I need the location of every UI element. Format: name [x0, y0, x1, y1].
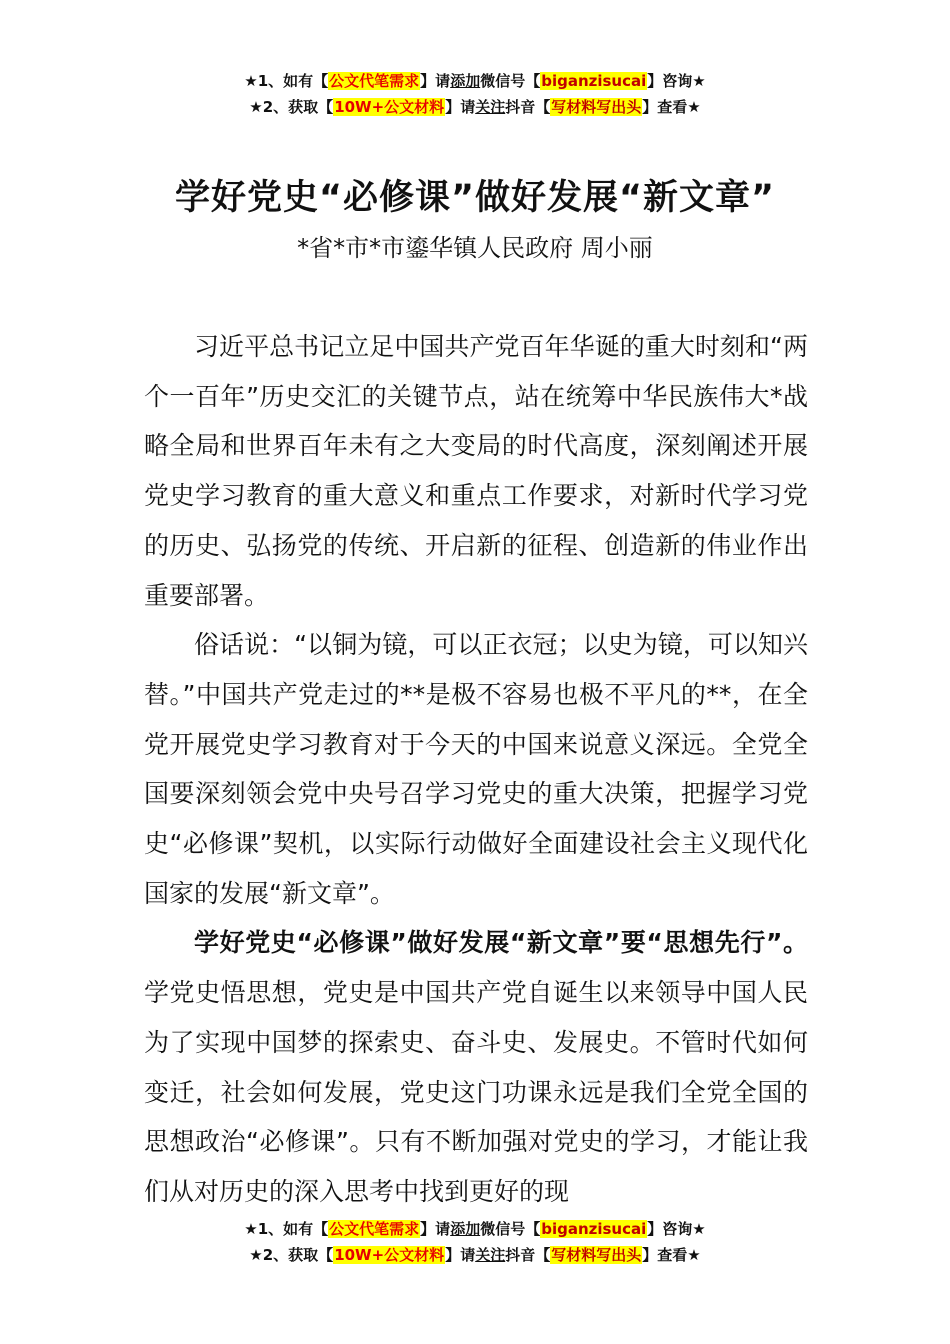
banner-underlined-text: 关注 — [475, 98, 506, 116]
banner-text: 】查看★ — [642, 98, 701, 116]
paragraph-text: 学党史悟思想，党史是中国共产党自诞生以来领导中国人民为了实现中国梦的探索史、奋斗史、发展史。不管时代如何变迁，社会如何发展，党史这门功课永远是我们全党全国的思想政治“必修课”。只有不断加强对党史的学习，才能让我们从对历史的深入思考中找到更好的现 — [144, 978, 808, 1206]
document-author: *省*市*市鎏华镇人民政府 周小丽 — [297, 234, 653, 262]
banner-text: ★2、获取【 — [249, 98, 334, 116]
banner-text: 】咨询★ — [647, 72, 706, 90]
banner-highlight: biganzisucai — [541, 72, 647, 90]
paragraph — [144, 918, 808, 1216]
banner-underlined-text: 添加 — [450, 1220, 481, 1238]
paragraph: 习近平总书记立足中国共产党百年华诞的重大时刻和“两个一百年”历史交汇的关键节点，站在统筹中华民族伟大*战略全局和世界百年未有之大变局的时代高度，深刻阐述开展党史学习教育的重大意义和重点工作要求，对新时代学习党的历史、弘扬党的传统、开启新的征程、创造新的伟业作出重要部署。 — [144, 332, 808, 610]
paragraph: 俗话说：“以铜为镜，可以正衣冠；以史为镜，可以知兴替。”中国共产党走过的**是极不容易也极不平凡的**，在全党开展党史学习教育对于今天的中国来说意义深远。全党全国要深刻领会党中央号召学习党史的重大决策，把握学习党史“必修课”契机，以实际行动做好全面建设社会主义现代化国家的发展“新文章”。 — [144, 630, 808, 908]
banner-text: 】请 — [420, 1220, 451, 1238]
banner-text: 】请 — [420, 72, 451, 90]
document-body — [144, 322, 808, 1217]
banner-highlight: 公文代笔需求 — [329, 1220, 420, 1238]
banner-text: 微信号【 — [480, 72, 541, 90]
banner-text: ★1、如有【 — [244, 72, 329, 90]
paragraph-heading: 学好党史“必修课”做好发展“新文章”要“思想先行”。 — [194, 928, 808, 958]
banner-line-2 — [0, 94, 950, 120]
banner-line-2 — [0, 1242, 950, 1268]
banner-text: ★2、获取【 — [249, 1246, 334, 1264]
banner-highlight: 写材料写出头 — [551, 1246, 642, 1264]
banner-text: 抖音【 — [505, 98, 551, 116]
banner-underlined-text: 关注 — [475, 1246, 506, 1264]
banner-underlined-text: 添加 — [450, 72, 481, 90]
banner-text: 】请 — [445, 98, 476, 116]
banner-highlight: 公文代笔需求 — [329, 72, 420, 90]
banner-text: 】查看★ — [642, 1246, 701, 1264]
document-title: 学好党史“必修课”做好发展“新文章” — [174, 178, 775, 218]
banner-highlight: biganzisucai — [541, 1220, 647, 1238]
banner-highlight: 10W+公文材料 — [334, 98, 445, 116]
banner-text: ★1、如有【 — [244, 1220, 329, 1238]
banner-line-1 — [0, 68, 950, 94]
banner-text: 微信号【 — [480, 1220, 541, 1238]
footer-banner — [0, 1216, 950, 1268]
banner-highlight: 10W+公文材料 — [334, 1246, 445, 1264]
banner-highlight: 写材料写出头 — [551, 98, 642, 116]
banner-text: 】请 — [445, 1246, 476, 1264]
banner-text: 抖音【 — [505, 1246, 551, 1264]
banner-text: 】咨询★ — [647, 1220, 706, 1238]
banner-line-1 — [0, 1216, 950, 1242]
header-banner — [0, 68, 950, 120]
